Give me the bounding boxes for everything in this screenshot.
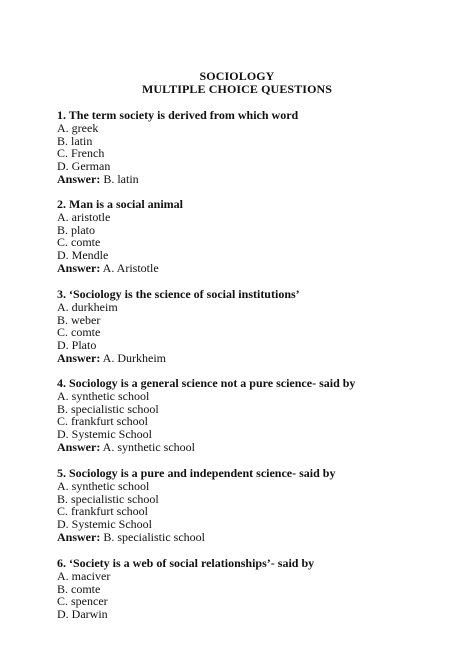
option-c: C. French	[57, 146, 105, 161]
question-text: 6. ‘Society is a web of social relationships’- said by	[57, 556, 315, 570]
option-d: D. Plato	[57, 338, 97, 353]
option-b: B. latin	[57, 133, 93, 148]
document-title: SOCIOLOGY	[199, 69, 275, 83]
answer-value: B. specialistic school	[100, 529, 205, 544]
question-5	[57, 467, 457, 544]
question-2	[57, 198, 457, 275]
option-d: D. Systemic School	[57, 517, 152, 532]
option-b: B. plato	[57, 222, 95, 237]
document-subtitle: MULTIPLE CHOICE QUESTIONS	[141, 82, 333, 96]
option-a: A. durkheim	[57, 299, 118, 314]
answer-value: A. Durkheim	[100, 350, 166, 365]
answer-line	[57, 441, 457, 454]
option-a: A. aristotle	[57, 209, 111, 224]
option-d: D. Darwin	[57, 607, 108, 622]
option-b: B. weber	[57, 312, 101, 327]
question-text: 1. The term society is derived from which word	[57, 108, 299, 122]
question-text: 5. Sociology is a pure and independent science- said by	[57, 466, 336, 480]
answer-value: A. synthetic school	[100, 439, 195, 454]
question-3	[57, 288, 457, 365]
option-c: C. comte	[57, 235, 101, 250]
option-d: D. Systemic School	[57, 427, 152, 442]
answer-line	[57, 352, 457, 365]
option-d: D. German	[57, 159, 111, 174]
question-1	[57, 109, 457, 186]
option-b: B. specialistic school	[57, 491, 159, 506]
option-b: B. comte	[57, 581, 101, 596]
option-a: A. synthetic school	[57, 388, 150, 403]
question-4	[57, 377, 457, 454]
question-text: 3. ‘Sociology is the science of social institutions’	[57, 287, 300, 301]
answer-value: B. latin	[100, 171, 139, 186]
answer-label: Answer:	[57, 439, 101, 454]
question-text: 4. Sociology is a general science not a pure science- said by	[57, 376, 356, 390]
answer-value: A. Aristotle	[100, 260, 159, 275]
answer-label: Answer:	[57, 350, 101, 365]
answer-line	[57, 262, 457, 275]
answer-line	[57, 531, 457, 544]
answer-line	[57, 173, 457, 186]
option-c: C. frankfurt school	[57, 504, 148, 519]
option-c: C. spencer	[57, 594, 108, 609]
option-c: C. frankfurt school	[57, 414, 148, 429]
answer-label: Answer:	[57, 171, 101, 186]
option-d: D. Mendle	[57, 248, 109, 263]
option-a: A. greek	[57, 120, 99, 135]
question-6	[57, 557, 457, 621]
question-text: 2. Man is a social animal	[57, 197, 184, 211]
answer-label: Answer:	[57, 260, 101, 275]
option-c: C. comte	[57, 325, 101, 340]
option-a: A. maciver	[57, 568, 111, 583]
option-b: B. specialistic school	[57, 401, 159, 416]
option-a: A. synthetic school	[57, 478, 150, 493]
answer-label: Answer:	[57, 529, 101, 544]
